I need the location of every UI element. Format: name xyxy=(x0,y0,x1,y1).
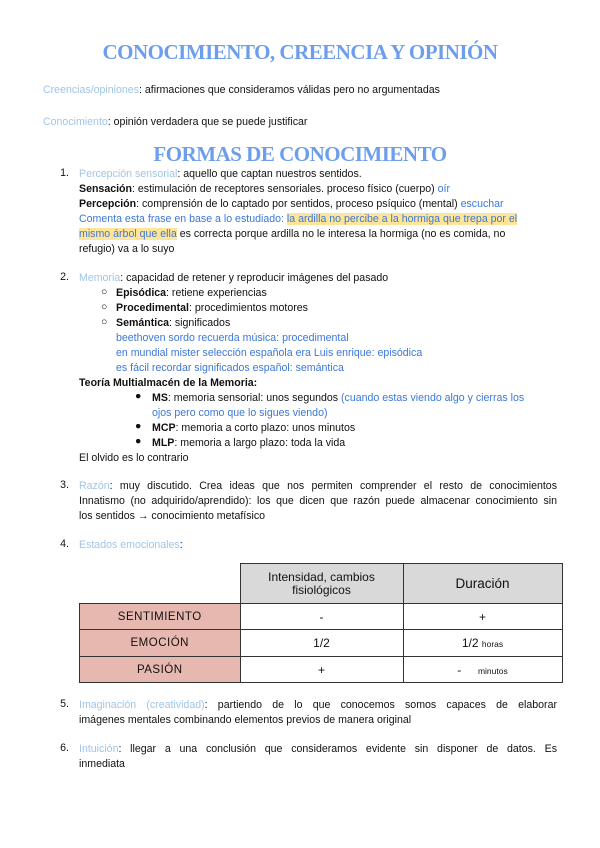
memory-type-text: : significados xyxy=(169,317,231,329)
item-number: 2. xyxy=(60,271,69,283)
intuicion-text: : llegar a una conclusión que consideramos evidente sin disponer de datos. Es xyxy=(118,743,557,755)
duration-cell xyxy=(403,657,562,683)
conocimiento-definition xyxy=(43,115,307,129)
comment-answer: es correcta porque ardilla no le interesa la hormiga (no es comida, no xyxy=(176,228,506,240)
sensacion-note: oír xyxy=(437,183,450,195)
row-header-sentimiento: SENTIMIENTO xyxy=(80,604,241,630)
memoria-label: Memoria xyxy=(79,272,121,284)
hollow-bullet-icon: ○ xyxy=(101,286,108,298)
memory-type xyxy=(116,301,308,315)
intensity-header: Intensidad, cambios fisiológicos xyxy=(240,564,403,604)
comment-line-1 xyxy=(79,212,557,226)
page-title: CONOCIMIENTO, CREENCIA Y OPINIÓN xyxy=(102,40,498,64)
olvido-line: El olvido es lo contrario xyxy=(79,452,189,464)
table-row xyxy=(80,657,563,683)
memoria-text: : capacidad de retener y reproducir imágenes del pasado xyxy=(120,272,389,284)
ms-line xyxy=(152,391,524,405)
estados-heading xyxy=(79,538,183,552)
intensity-cell: 1/2 xyxy=(240,630,403,657)
razon-line-3: los sentidos → conocimiento metafísico xyxy=(79,510,266,522)
memory-type xyxy=(116,286,267,300)
conocimiento-text: : opinión verdadera que se puede justificar xyxy=(107,116,308,128)
table-row xyxy=(80,604,563,630)
ms-note-continued: ojos pero como que lo sigues viendo) xyxy=(152,407,328,419)
percepcion-line xyxy=(79,197,504,211)
duration-value: 1/2 xyxy=(461,636,479,650)
comment-quote-a: la ardilla no percibe a la hormiga que trepa por el xyxy=(286,213,518,225)
hollow-bullet-icon: ○ xyxy=(101,301,108,313)
creencias-definition xyxy=(43,83,440,97)
percepcion-sensorial-text: : aquello que captan nuestros sentidos. xyxy=(177,168,362,180)
percepcion-note: escuchar xyxy=(460,198,504,210)
duration-cell xyxy=(403,604,562,630)
section-title: FORMAS DE CONOCIMIENTO xyxy=(153,142,447,166)
item-number: 6. xyxy=(60,742,69,754)
innatismo-line: Innatismo (no adquirido/aprendido): los que dicen que razón puede almacenar conocimiento sin xyxy=(79,495,557,507)
memory-type-label: Procedimental xyxy=(116,302,190,314)
mcp-text: : memoria a corto plazo: unos minutos xyxy=(175,422,356,434)
duration-value: + xyxy=(478,609,486,624)
sensacion-text: : estimulación de receptores sensoriales. proceso físico (cuerpo) xyxy=(132,183,438,195)
table-row xyxy=(80,630,563,657)
imaginacion-line-2: imágenes mentales combinando elementos previos de manera original xyxy=(79,714,412,726)
item-number: 5. xyxy=(60,698,69,710)
comment-line-2 xyxy=(79,227,505,241)
empty-corner-cell xyxy=(80,564,241,604)
comment-prompt: Comenta esta frase en base a lo estudiado: xyxy=(79,213,287,225)
memory-example: es fácil recordar significados español: semántica xyxy=(116,362,344,374)
comment-line-3: refugio) va a lo suyo xyxy=(79,243,175,255)
estados-colon: : xyxy=(179,539,183,551)
table-header-row xyxy=(80,564,563,604)
duration-header: Duración xyxy=(403,564,562,604)
razon-heading xyxy=(79,479,557,493)
duration-unit: horas xyxy=(481,639,504,649)
memory-type-text: : procedimientos motores xyxy=(189,302,308,314)
intensity-cell: + xyxy=(240,657,403,683)
memory-type xyxy=(116,316,230,330)
comment-quote-b: mismo árbol que ella xyxy=(79,228,177,240)
estados-label: Estados emocionales xyxy=(79,539,180,551)
creencias-label: Creencias/opiniones xyxy=(43,84,139,96)
mlp-label: MLP xyxy=(152,437,175,449)
memory-example: en mundial mister selección española era Luis enrique: episódica xyxy=(116,347,423,359)
mcp-line xyxy=(152,421,355,435)
percepcion-sensorial-heading xyxy=(79,167,362,181)
conocimiento-label: Conocimiento xyxy=(43,116,108,128)
razon-text: : muy discutido. Crea ideas que nos permiten comprender el resto de conocimientos xyxy=(109,480,557,492)
item-number: 4. xyxy=(60,538,69,550)
razon-label: Razón xyxy=(79,480,110,492)
sensacion-line xyxy=(79,182,450,196)
imaginacion-text: : partiendo de lo que conocemos somos capaces de elaborar xyxy=(204,699,557,711)
memoria-heading xyxy=(79,271,388,285)
ms-label: MS xyxy=(152,392,168,404)
memory-type-text: : retiene experiencias xyxy=(166,287,267,299)
mlp-text: : memoria a largo plazo: toda la vida xyxy=(174,437,346,449)
percepcion-text: : comprensión de lo captado por sentidos, proceso psíquico (mental) xyxy=(136,198,461,210)
ms-text: : memoria sensorial: unos segundos xyxy=(167,392,342,404)
mlp-line xyxy=(152,436,345,450)
theory-heading: Teoría Multialmacén de la Memoria: xyxy=(79,377,258,389)
row-header-pasion: PASIÓN xyxy=(80,657,241,683)
percepcion-sensorial-label: Percepción sensorial xyxy=(79,168,178,180)
hollow-bullet-icon: ○ xyxy=(101,316,108,328)
intuicion-label: Intuición xyxy=(79,743,119,755)
filled-bullet-icon: ● xyxy=(135,420,142,432)
row-header-emocion: EMOCIÓN xyxy=(80,630,241,657)
duration-unit: minutos xyxy=(477,665,508,676)
item-number: 1. xyxy=(60,167,69,179)
item-number: 3. xyxy=(60,479,69,491)
intuicion-heading xyxy=(79,742,557,756)
intensity-cell: - xyxy=(240,604,403,630)
percepcion-label: Percepción xyxy=(79,198,137,210)
duration-cell xyxy=(403,630,562,657)
filled-bullet-icon: ● xyxy=(135,435,142,447)
memory-example: beethoven sordo recuerda música: procedimental xyxy=(116,332,349,344)
memory-type-label: Episódica xyxy=(116,287,167,299)
ms-note: (cuando estas viendo algo y cierras los xyxy=(341,392,525,404)
imaginacion-label: Imaginación (creatividad) xyxy=(79,699,205,711)
filled-bullet-icon: ● xyxy=(135,390,142,402)
intuicion-line-2: inmediata xyxy=(79,758,125,770)
mcp-label: MCP xyxy=(152,422,176,434)
creencias-text: : afirmaciones que consideramos válidas pero no argumentadas xyxy=(139,84,440,96)
sensacion-label: Sensación xyxy=(79,183,132,195)
duration-value: - xyxy=(457,662,462,677)
imaginacion-heading xyxy=(79,698,557,712)
emotions-table xyxy=(79,563,563,683)
memory-type-label: Semántica xyxy=(116,317,169,329)
